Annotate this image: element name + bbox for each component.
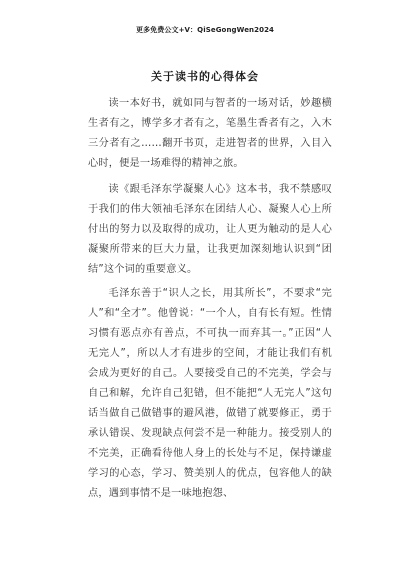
paragraph-2: 读《跟毛泽东学凝聚人心》这本书，我不禁感叹于我们的伟大领袖毛泽东在团结人心、凝聚人心上所付出的努力以及取得的成功，让人更为触动的是人心凝聚所带来的巨大力量，让我更加深刻地认识到“团结”这个词的重要意义。 bbox=[88, 184, 332, 275]
paragraph-1: 读一本好书，就如同与智者的一场对话，妙趣横生者有之，博学多才者有之，笔墨生香者有之，入木三分者有之……翻开书页，走进智者的世界，入目入心时，便是一场难得的精神之旅。 bbox=[88, 98, 332, 169]
document-body bbox=[88, 94, 332, 504]
paragraph-3: 毛泽东善于“识人之长，用其所长”，不要求“完人”和“全才”。他曾说：“一个人，自有长有短。性情习惯有恶点亦有善点，不可执一而弃其一。”正因“人无完人”，所以人才有进步的空间，才能让我们有机会成为更好的自己。人要接受自己的不完美，学会与自己和解，允许自己犯错，但不能把“人无完人”这句话当做自己做错事的避风港，做错了就要修正，勇于承认错误、发现缺点何尝不是一种能力。接受别人的不完美，正确看待他人身上的长处与不足，保持谦虚学习的心态，学习、赞美别人的优点，包容他人的缺点，遇到事情不是一味地抱怨、 bbox=[88, 288, 332, 499]
page-title: 关于读书的心得体会 bbox=[151, 70, 259, 83]
header-note: 更多免费公文+V：QiSeGongWen2024 bbox=[135, 26, 275, 34]
